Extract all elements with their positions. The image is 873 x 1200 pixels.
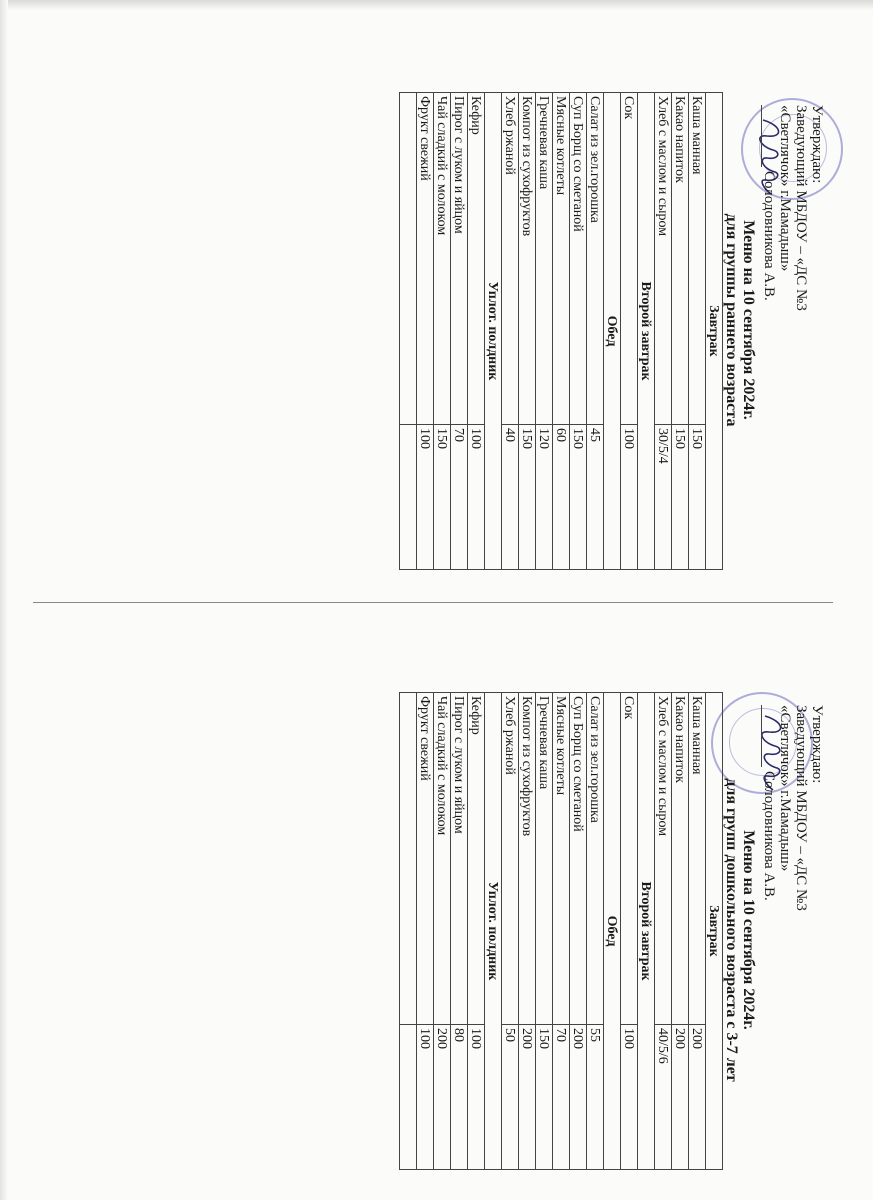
section-row <box>485 93 502 570</box>
dish-qty: 120 <box>536 425 553 570</box>
empty-cell <box>400 425 417 570</box>
table-row <box>434 693 451 1170</box>
dish-qty: 100 <box>417 425 434 570</box>
table-row <box>672 93 689 570</box>
dish-qty: 100 <box>468 1025 485 1170</box>
dish-qty: 100 <box>621 425 638 570</box>
dish-name: Компот из сухофруктов <box>519 93 536 425</box>
section-row <box>706 93 723 570</box>
table-row <box>587 693 604 1170</box>
dish-name: Каша манная <box>689 693 706 1025</box>
dish-name: Хлеб ржаной <box>502 93 519 425</box>
table-row <box>417 93 434 570</box>
table-row <box>417 693 434 1170</box>
signatory-name: Солодовникова А.В. <box>761 171 777 301</box>
empty-cell <box>400 93 417 425</box>
table-row <box>434 93 451 570</box>
dish-name: Гречневая каша <box>536 93 553 425</box>
table-row <box>519 693 536 1170</box>
section-row <box>604 693 621 1170</box>
dish-name: Гречневая каша <box>536 693 553 1025</box>
dish-qty: 150 <box>689 425 706 570</box>
dish-qty: 150 <box>570 425 587 570</box>
empty-cell <box>400 693 417 1025</box>
table-row <box>451 693 468 1170</box>
menu-title-date: Меню на 10 сентября 2024г. <box>740 220 757 420</box>
table-row <box>621 693 638 1170</box>
section-row <box>604 93 621 570</box>
dish-name: Суп Борщ со сметаной <box>570 93 587 425</box>
table-row <box>655 93 672 570</box>
table-row <box>468 693 485 1170</box>
section-header: Завтрак <box>706 693 723 1170</box>
section-header: Уплот. полдник <box>485 693 502 1170</box>
table-row <box>689 693 706 1170</box>
menu-title-group: для группы раннего возраста <box>723 213 740 427</box>
empty-cell <box>400 1025 417 1170</box>
dish-name: Чай сладкий с молоком <box>434 93 451 425</box>
table-row <box>570 693 587 1170</box>
dish-name: Какао напиток <box>672 693 689 1025</box>
table-row <box>621 93 638 570</box>
dish-name: Сок <box>621 93 638 425</box>
dish-qty: 200 <box>570 1025 587 1170</box>
dish-name: Хлеб ржаной <box>502 693 519 1025</box>
menu-title-date: Меню на 10 сентября 2024г. <box>740 830 757 1030</box>
table-row <box>502 93 519 570</box>
dish-name: Хлеб с маслом и сыром <box>655 693 672 1025</box>
table-row <box>536 93 553 570</box>
dish-name: Пирог с луком и яйцом <box>451 693 468 1025</box>
dish-name: Суп Борщ со сметаной <box>570 693 587 1025</box>
dish-name: Мясные котлеты <box>553 93 570 425</box>
dish-name: Чай сладкий с молоком <box>434 693 451 1025</box>
dish-qty: 40/5/6 <box>655 1025 672 1170</box>
section-row <box>638 93 655 570</box>
menu-title-group: для групп дошкольного возраста с 3-7 лет <box>723 778 740 1082</box>
dish-qty: 40 <box>502 425 519 570</box>
dish-qty: 200 <box>672 1025 689 1170</box>
dish-qty: 150 <box>434 425 451 570</box>
table-row <box>689 93 706 570</box>
section-header: Завтрак <box>706 93 723 570</box>
dish-name: Сок <box>621 693 638 1025</box>
dish-qty: 70 <box>451 425 468 570</box>
menu-preschool-age <box>0 600 873 1200</box>
dish-qty: 80 <box>451 1025 468 1170</box>
table-row <box>536 693 553 1170</box>
dish-name: Кефир <box>468 93 485 425</box>
approval-line: Утверждаю: <box>809 705 825 784</box>
menu-title <box>723 740 757 1120</box>
dish-name: Компот из сухофруктов <box>519 693 536 1025</box>
dish-qty: 50 <box>502 1025 519 1170</box>
approval-line: «Светлячок» г.Мамадыш» <box>777 705 793 872</box>
table-row <box>468 93 485 570</box>
empty-row <box>400 93 417 570</box>
approval-line: Заведующий МБДОУ – «ДС №3 <box>793 705 809 911</box>
dish-qty: 150 <box>519 425 536 570</box>
dish-qty: 100 <box>468 425 485 570</box>
dish-name: Пирог с луком и яйцом <box>451 93 468 425</box>
signature-line <box>761 705 762 767</box>
dish-name: Хлеб с маслом и сыром <box>655 93 672 425</box>
signature-line <box>761 105 762 167</box>
table-row <box>655 693 672 1170</box>
section-header: Обед <box>604 93 621 570</box>
dish-name: Мясные котлеты <box>553 693 570 1025</box>
dish-qty: 30/5/4 <box>655 425 672 570</box>
dish-name: Какао напиток <box>672 93 689 425</box>
table-row <box>553 93 570 570</box>
dish-name: Салат из зел.горошка <box>587 693 604 1025</box>
empty-row <box>400 693 417 1170</box>
table-row <box>587 93 604 570</box>
table-row <box>519 93 536 570</box>
dish-qty: 45 <box>587 425 604 570</box>
dish-name: Салат из зел.горошка <box>587 93 604 425</box>
section-header: Второй завтрак <box>638 693 655 1170</box>
dish-qty: 60 <box>553 425 570 570</box>
dish-name: Фрукт свежий <box>417 693 434 1025</box>
dish-qty: 55 <box>587 1025 604 1170</box>
table-row <box>672 693 689 1170</box>
section-row <box>706 693 723 1170</box>
table-row <box>553 693 570 1170</box>
menu-table <box>399 92 723 570</box>
dish-qty: 100 <box>417 1025 434 1170</box>
dish-name: Фрукт свежий <box>417 93 434 425</box>
approval-line: Утверждаю: <box>809 105 825 184</box>
dish-qty: 70 <box>553 1025 570 1170</box>
dish-qty: 200 <box>519 1025 536 1170</box>
section-header: Уплот. полдник <box>485 93 502 570</box>
dish-qty: 200 <box>689 1025 706 1170</box>
menu-title <box>723 130 757 510</box>
approval-line: Заведующий МБДОУ – «ДС №3 <box>793 105 809 311</box>
section-header: Обед <box>604 693 621 1170</box>
table-row <box>451 93 468 570</box>
section-row <box>638 693 655 1170</box>
dish-name: Кефир <box>468 693 485 1025</box>
dish-qty: 100 <box>621 1025 638 1170</box>
table-row <box>570 93 587 570</box>
signatory-name: Солодовникова А.В. <box>761 771 777 901</box>
dish-qty: 200 <box>434 1025 451 1170</box>
approval-line: «Светлячок» г.Мамадыш» <box>777 105 793 272</box>
section-header: Второй завтрак <box>638 93 655 570</box>
menu-table <box>399 692 723 1170</box>
dish-qty: 150 <box>536 1025 553 1170</box>
section-row <box>485 693 502 1170</box>
dish-name: Каша манная <box>689 93 706 425</box>
dish-qty: 150 <box>672 425 689 570</box>
table-row <box>502 693 519 1170</box>
